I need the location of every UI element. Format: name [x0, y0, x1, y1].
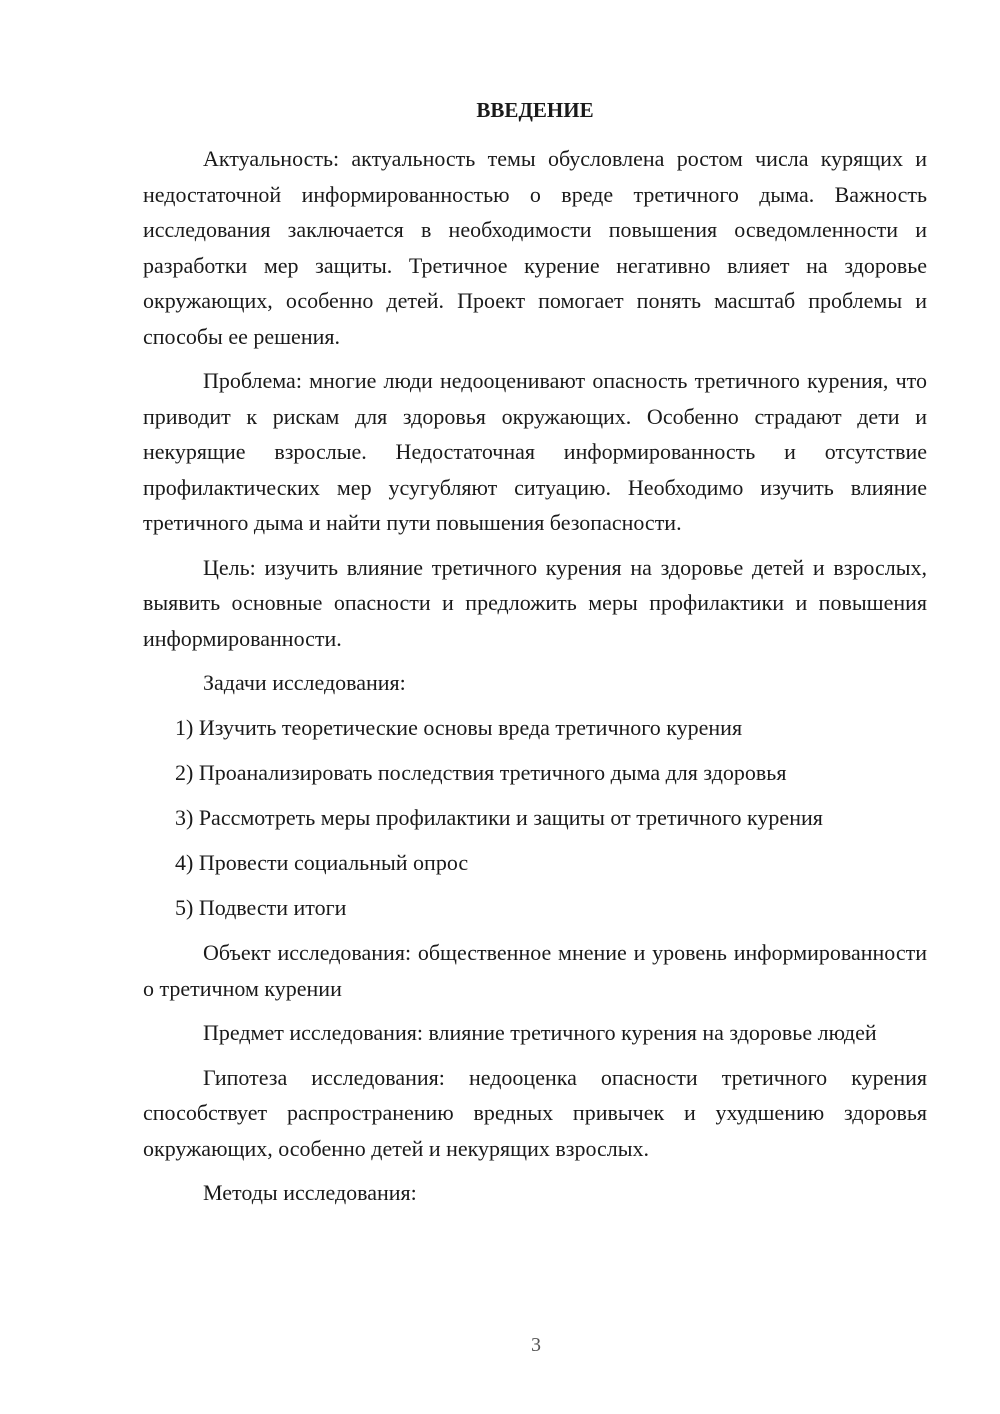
- goal-paragraph: Цель: изучить влияние третичного курения на здоровье детей и взрослых, выявить основные опасности и предложить меры профилактики и повышения информированности.: [143, 554, 927, 651]
- list-item: 1) Изучить теоретические основы вреда третичного курения: [175, 714, 743, 740]
- relevance-paragraph: Актуальность: актуальность темы обусловлена ростом числа курящих и недостаточной информированностью о вреде третичного дыма. Важность исследования заключается в необходимости повышения осведомленности и разработки мер защиты. Третичное курение негативно влияет на здоровье окружающих, особенно детей. Проект помогает понять масштаб проблемы и способы ее решения.: [143, 146, 927, 349]
- subject-paragraph: Предмет исследования: влияние третичного курения на здоровье людей: [203, 1020, 877, 1045]
- list-item: 5) Подвести итоги: [175, 894, 347, 920]
- tasks-heading: Задачи исследования:: [203, 670, 406, 695]
- methods-heading: Методы исследования:: [203, 1180, 417, 1205]
- list-item: 4) Провести социальный опрос: [175, 849, 469, 875]
- tasks-list: [143, 710, 927, 926]
- list-item: 3) Рассмотреть меры профилактики и защиты от третичного курения: [175, 804, 823, 830]
- list-item: 2) Проанализировать последствия третичного дыма для здоровья: [175, 759, 787, 785]
- object-paragraph: Объект исследования: общественное мнение и уровень информированности о третичном курении: [143, 940, 927, 1001]
- page-number: 3: [531, 1334, 541, 1356]
- section-title: ВВЕДЕНИЕ: [476, 98, 594, 122]
- document-body: [143, 94, 927, 1220]
- hypothesis-paragraph: Гипотеза исследования: недооценка опасности третичного курения способствует распространению вредных привычек и ухудшению здоровья окружающих, особенно детей и некурящих взрослых.: [143, 1064, 927, 1161]
- problem-paragraph: Проблема: многие люди недооценивают опасность третичного курения, что приводит к рискам для здоровья окружающих. Особенно страдают дети и некурящие взрослые. Недостаточная информированность и отсутствие профилактических мер усугубляют ситуацию. Необходимо изучить влияние третичного дыма и найти пути повышения безопасности.: [143, 368, 927, 535]
